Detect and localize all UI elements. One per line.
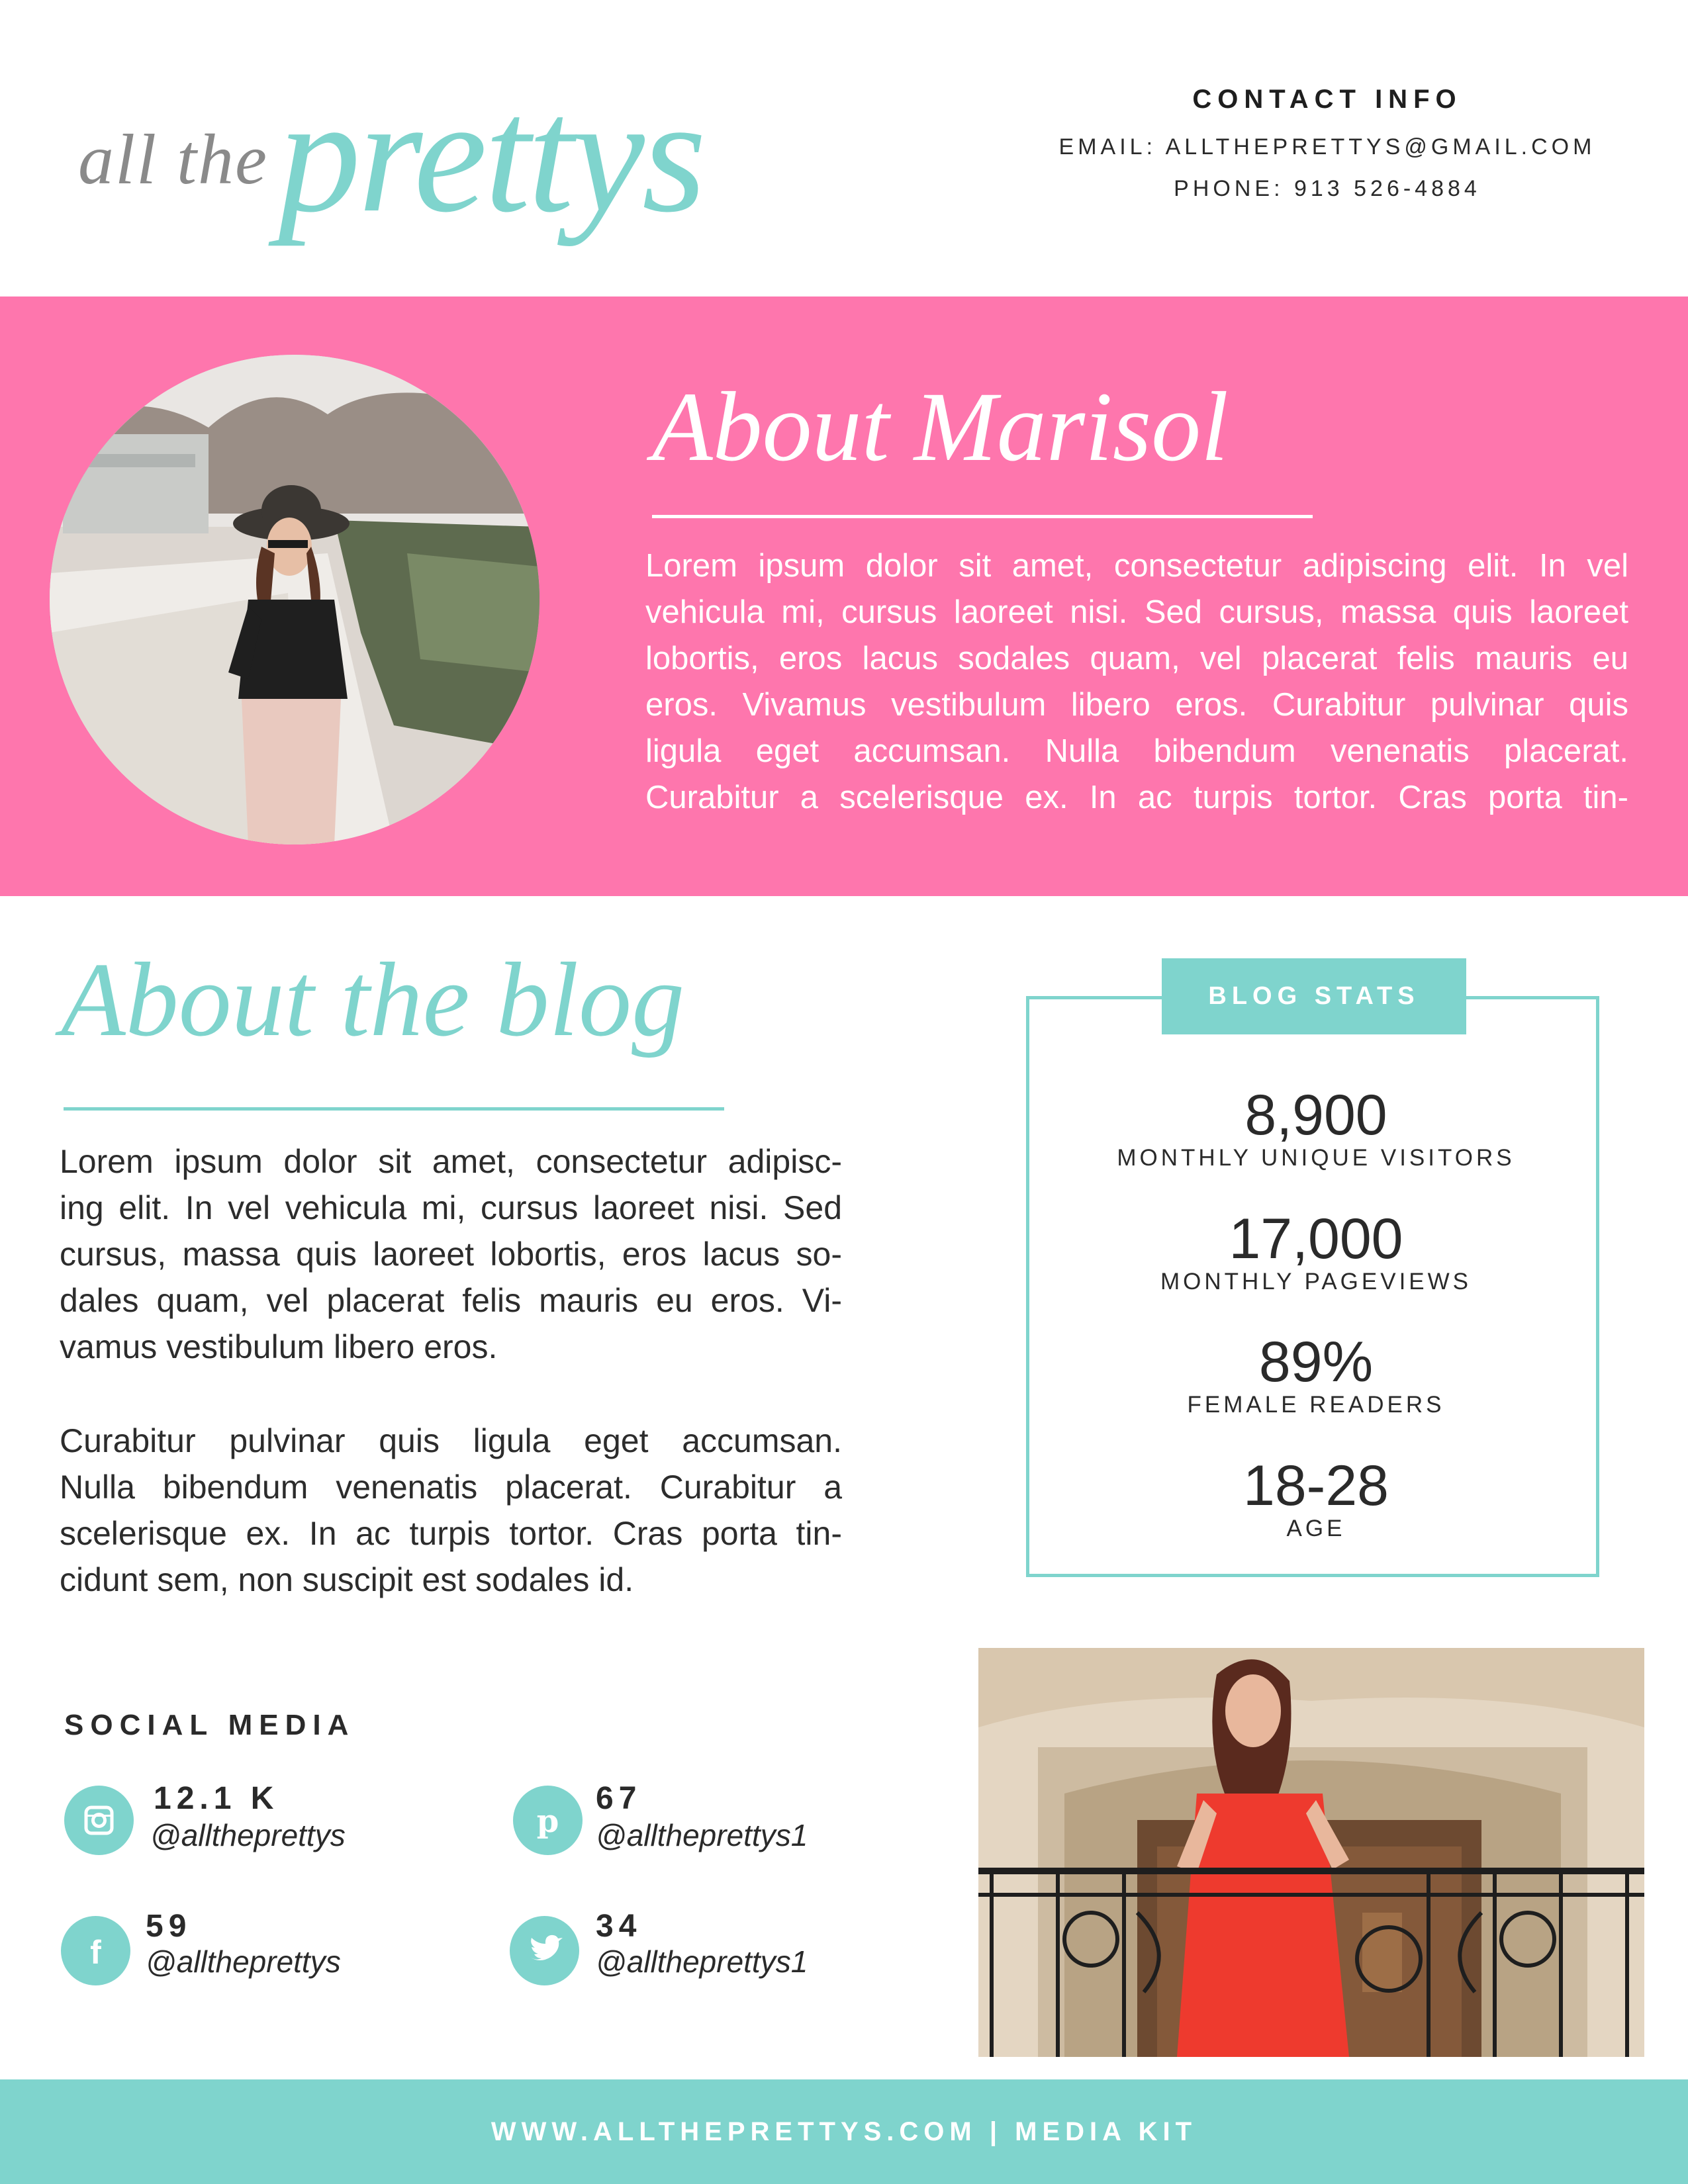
text-line: ligula eget accumsan. Nulla bibendum venenatis placerat.	[645, 733, 1628, 769]
pinterest-icon[interactable]	[513, 1786, 583, 1855]
text-line: lobortis, eros lacus sodales quam, vel placerat felis mauris eu	[645, 641, 1628, 676]
twitter-handle[interactable]: @alltheprettys1	[596, 1944, 808, 1979]
twitter-icon[interactable]	[510, 1916, 579, 1985]
stat-caption: AGE	[1286, 1516, 1346, 1541]
social-media-heading: SOCIAL MEDIA	[64, 1709, 355, 1741]
about-blog-title: About the blog	[61, 940, 685, 1058]
instagram-icon[interactable]	[64, 1786, 134, 1855]
text-line: vehicula mi, cursus laoreet nisi. Sed cursus, massa quis laoreet	[645, 594, 1628, 630]
portrait-photo-image	[50, 355, 539, 844]
text-line: vamus vestibulum libero eros.	[60, 1328, 498, 1365]
stat-value: 8,900	[1244, 1083, 1387, 1147]
instagram-count: 12.1 K	[154, 1781, 279, 1816]
text-line: cidunt sem, non suscipit est sodales id.	[60, 1561, 634, 1598]
svg-text:f: f	[90, 1934, 101, 1971]
contact-info-title: CONTACT INFO	[1192, 85, 1462, 114]
stat-value: 89%	[1258, 1330, 1374, 1394]
stat-unique-visitors	[1033, 1085, 1599, 1171]
svg-text:p: p	[536, 1803, 559, 1840]
facebook-count: 59	[146, 1909, 192, 1944]
logo-text-script: prettys	[278, 64, 704, 247]
text-line: Lorem ipsum dolor sit amet, consectetur adipisc-	[60, 1143, 842, 1180]
about-marisol-text	[645, 543, 1628, 821]
balcony-photo	[978, 1648, 1644, 2057]
stat-value: 18-28	[1243, 1454, 1389, 1518]
portrait-photo	[50, 355, 539, 844]
logo-text-small: all the	[78, 120, 268, 199]
twitter-count: 34	[596, 1909, 642, 1944]
text-line: Lorem ipsum dolor sit amet, consectetur adipiscing elit. In vel	[645, 548, 1628, 584]
blog-stats-label: BLOG STATS	[1162, 958, 1466, 1034]
stat-female-readers	[1033, 1332, 1599, 1418]
stat-caption: MONTHLY PAGEVIEWS	[1160, 1269, 1472, 1295]
facebook-icon[interactable]	[61, 1916, 130, 1985]
stat-caption: FEMALE READERS	[1187, 1392, 1445, 1418]
title-underline	[64, 1107, 724, 1111]
text-line: ing elit. In vel vehicula mi, cursus laoreet nisi. Sed	[60, 1189, 842, 1226]
text-line: Curabitur a scelerisque ex. In ac turpis tortor. Cras porta tin-	[645, 780, 1628, 815]
about-marisol-title: About Marisol	[652, 372, 1229, 482]
pinterest-count: 67	[596, 1781, 642, 1816]
contact-email[interactable]: EMAIL: ALLTHEPRETTYS@GMAIL.COM	[1058, 134, 1596, 159]
facebook-handle[interactable]: @alltheprettys	[146, 1944, 341, 1979]
text-line: Curabitur pulvinar quis ligula eget accumsan.	[60, 1422, 842, 1459]
about-blog-paragraph-2	[60, 1418, 842, 1603]
text-line: scelerisque ex. In ac turpis tortor. Cras porta tin-	[60, 1515, 842, 1552]
stat-caption: MONTHLY UNIQUE VISITORS	[1117, 1145, 1515, 1171]
text-line: eros. Vivamus vestibulum libero eros. Curabitur pulvinar quis	[645, 687, 1628, 723]
text-line: Nulla bibendum venenatis placerat. Curabitur a	[60, 1469, 842, 1506]
stat-value: 17,000	[1229, 1207, 1403, 1271]
about-blog-paragraph-1	[60, 1138, 842, 1370]
stat-pageviews	[1033, 1209, 1599, 1295]
instagram-handle[interactable]: @alltheprettys	[150, 1818, 346, 1852]
title-underline	[652, 515, 1313, 518]
pinterest-handle[interactable]: @alltheprettys1	[596, 1818, 808, 1852]
contact-phone[interactable]: PHONE: 913 526-4884	[1174, 176, 1481, 201]
text-line: dales quam, vel placerat felis mauris eu eros. Vi-	[60, 1282, 842, 1319]
stat-age	[1033, 1456, 1599, 1542]
contact-info	[980, 85, 1675, 202]
footer-bar[interactable]: WWW.ALLTHEPRETTYS.COM | MEDIA KIT	[0, 2079, 1688, 2184]
balcony-photo-image	[978, 1648, 1644, 2057]
text-line: cursus, massa quis laoreet lobortis, eros lacus so-	[60, 1236, 842, 1273]
